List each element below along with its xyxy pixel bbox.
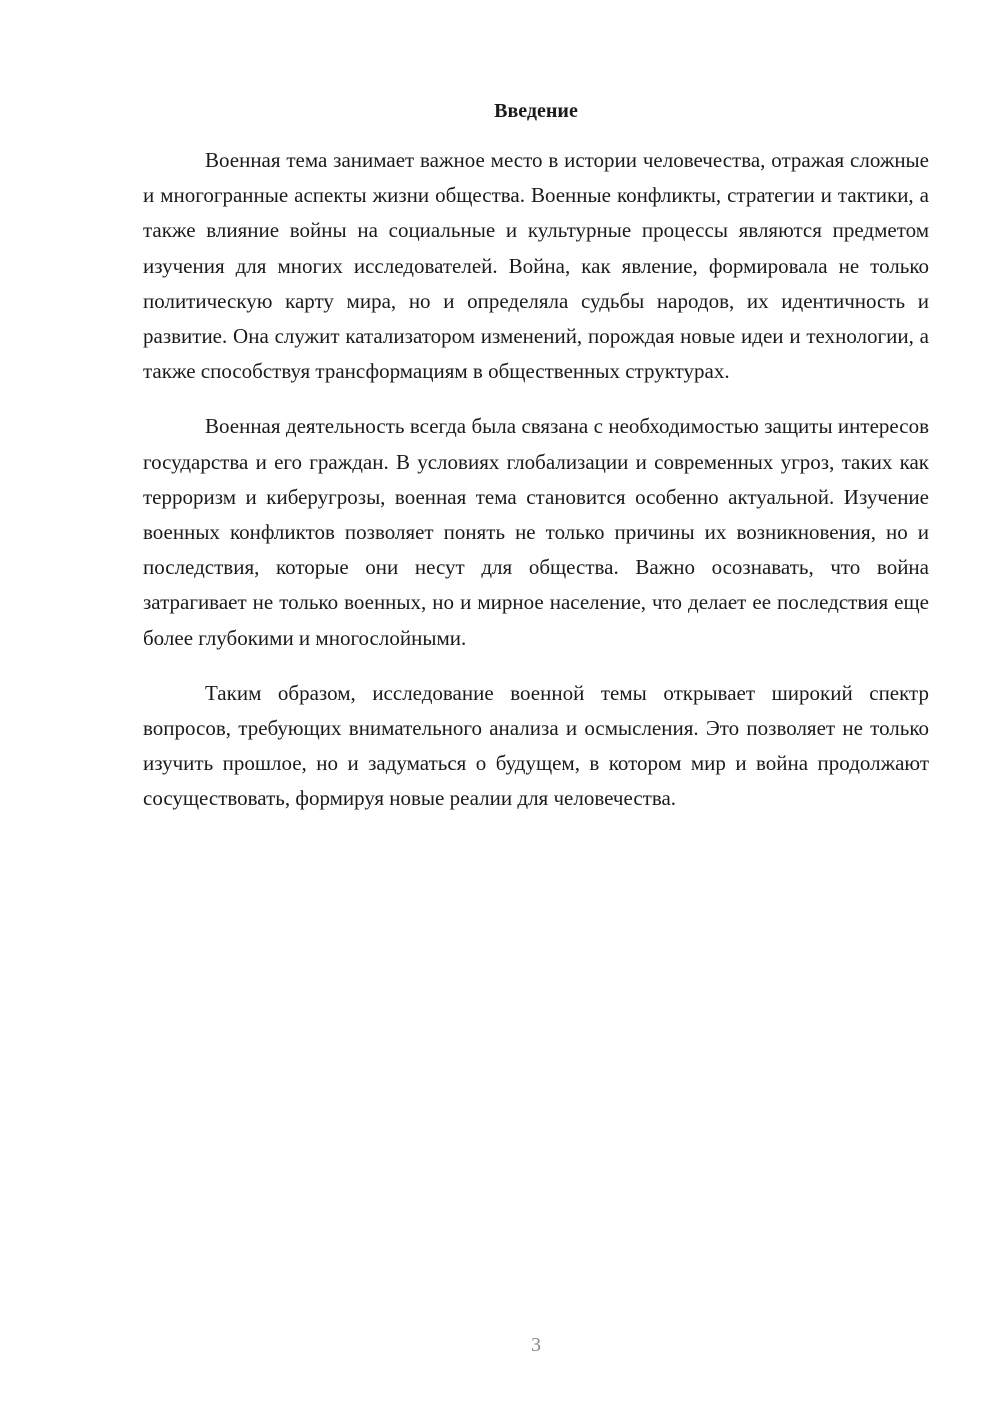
paragraph-3: Таким образом, исследование военной темы открывает широкий спектр вопросов, требующих внимательного анализа и осмысления. Это позволяет не только изучить прошлое, но и задуматься о будущем, в котором мир и война продолжают сосуществовать, формируя новые реалии для человечества. — [143, 680, 929, 811]
body-text — [143, 143, 929, 837]
paragraph-1: Военная тема занимает важное место в истории человечества, отражая сложные и многогранные аспекты жизни общества. Военные конфликты, стратегии и тактики, а также влияние войны на социальные и культурные процессы являются предметом изучения для многих исследователей. Война, как явление, формировала не только политическую карту мира, но и определяла судьбы народов, их идентичность и развитие. Она служит катализатором изменений, порождая новые идеи и технологии, а также способствуя трансформациям в общественных структурах. — [143, 148, 929, 384]
section-heading: Введение — [494, 100, 578, 122]
paragraph-2: Военная деятельность всегда была связана с необходимостью защиты интересов государства и его граждан. В условиях глобализации и современных угроз, таких как терроризм и киберугрозы, военная тема становится особенно актуальной. Изучение военных конфликтов позволяет понять не только причины их возникновения, но и последствия, которые они несут для общества. Важно осознавать, что война затрагивает не только военных, но и мирное население, что делает ее последствия еще более глубокими и многослойными. — [143, 414, 929, 650]
page-number: 3 — [531, 1334, 541, 1356]
